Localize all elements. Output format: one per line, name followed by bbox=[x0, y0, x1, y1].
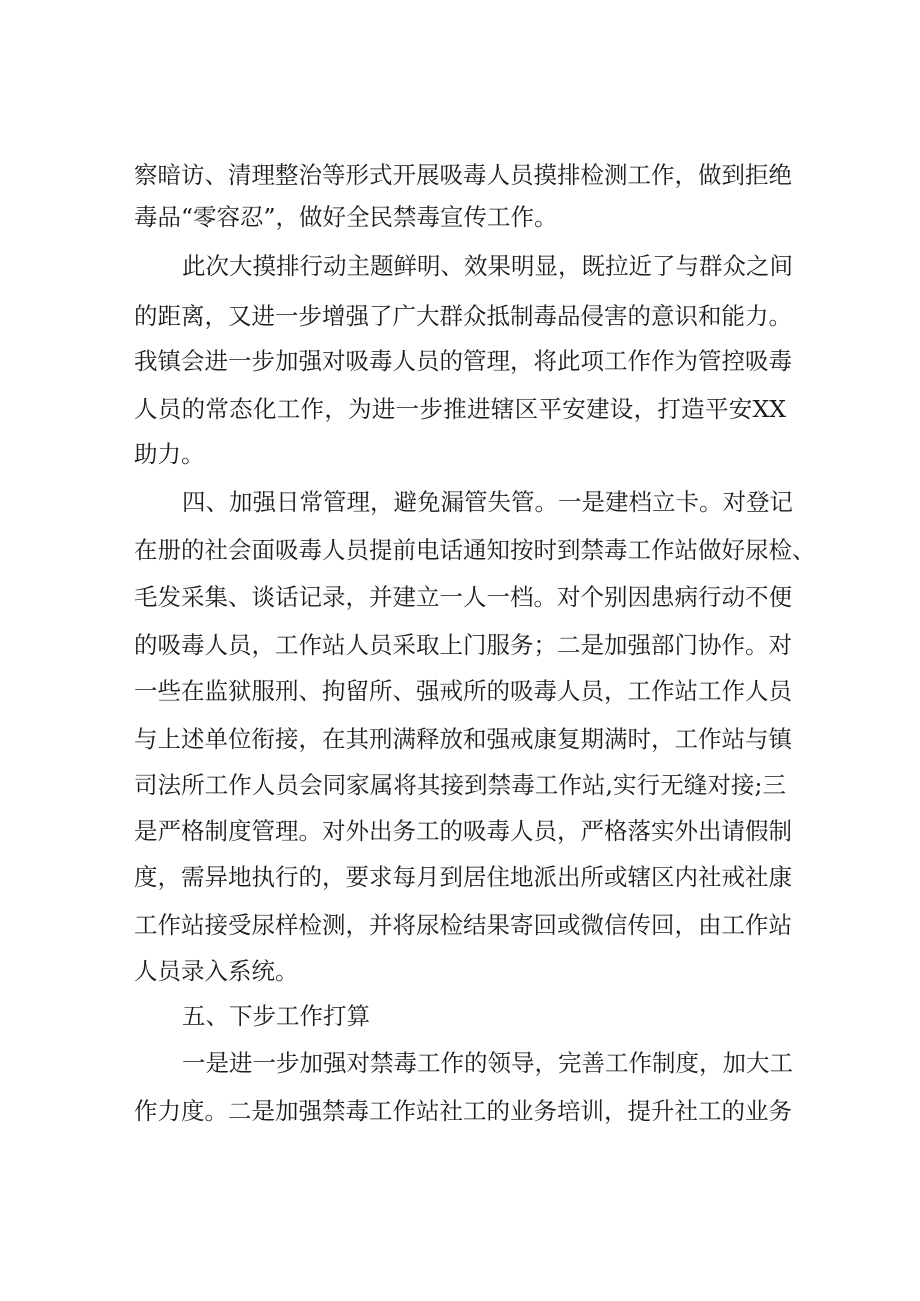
text-line: 人员的常态化工作，为进一步推进辖区平安建设，打造平安XX bbox=[134, 395, 786, 423]
section-heading: 五、下步工作打算 bbox=[182, 1002, 370, 1030]
paragraph-first-line: 一是进一步加强对禁毒工作的领导，完善工作制度，加大工 bbox=[182, 1049, 793, 1077]
text-line: 人员录入系统。 bbox=[134, 957, 299, 985]
text-line: 的距离，又进一步增强了广大群众抵制毒品侵害的意识和能力。 bbox=[134, 302, 792, 330]
text-line: 毒品“零容忍”，做好全民禁毒宣传工作。 bbox=[134, 203, 558, 231]
text-line: 司法所工作人员会同家属将其接到禁毒工作站,实行无缝对接;三 bbox=[134, 771, 786, 799]
text-line: 度，需异地执行的，要求每月到居住地派出所或辖区内社戒社康 bbox=[134, 863, 792, 891]
paragraph-first-line: 此次大摸排行动主题鲜明、效果明显，既拉近了与群众之间 bbox=[182, 252, 793, 280]
text-line: 助力。 bbox=[134, 440, 205, 468]
text-line: 在册的社会面吸毒人员提前电话通知按时到禁毒工作站做好尿检、 bbox=[134, 536, 816, 564]
text-line: 作力度。二是加强禁毒工作站社工的业务培训，提升社工的业务 bbox=[134, 1097, 792, 1125]
text-line: 察暗访、清理整治等形式开展吸毒人员摸排检测工作，做到拒绝 bbox=[134, 161, 792, 189]
text-line: 的吸毒人员，工作站人员采取上门服务；二是加强部门协作。对 bbox=[134, 631, 792, 659]
text-line: 毛发采集、谈话记录，并建立一人一档。对个别因患病行动不便 bbox=[134, 583, 792, 611]
text-line: 与上述单位衔接，在其刑满释放和强戒康复期满时，工作站与镇 bbox=[134, 725, 792, 753]
text-line: 是严格制度管理。对外出务工的吸毒人员，严格落实外出请假制 bbox=[134, 817, 792, 845]
paragraph-first-line: 四、加强日常管理，避免漏管失管。一是建档立卡。对登记 bbox=[182, 488, 793, 516]
text-line: 我镇会进一步加强对吸毒人员的管理，将此项工作作为管控吸毒 bbox=[134, 347, 792, 375]
text-line: 工作站接受尿样检测，并将尿检结果寄回或微信传回，由工作站 bbox=[134, 911, 792, 939]
text-line: 一些在监狱服刑、拘留所、强戒所的吸毒人员，工作站工作人员 bbox=[134, 677, 792, 705]
